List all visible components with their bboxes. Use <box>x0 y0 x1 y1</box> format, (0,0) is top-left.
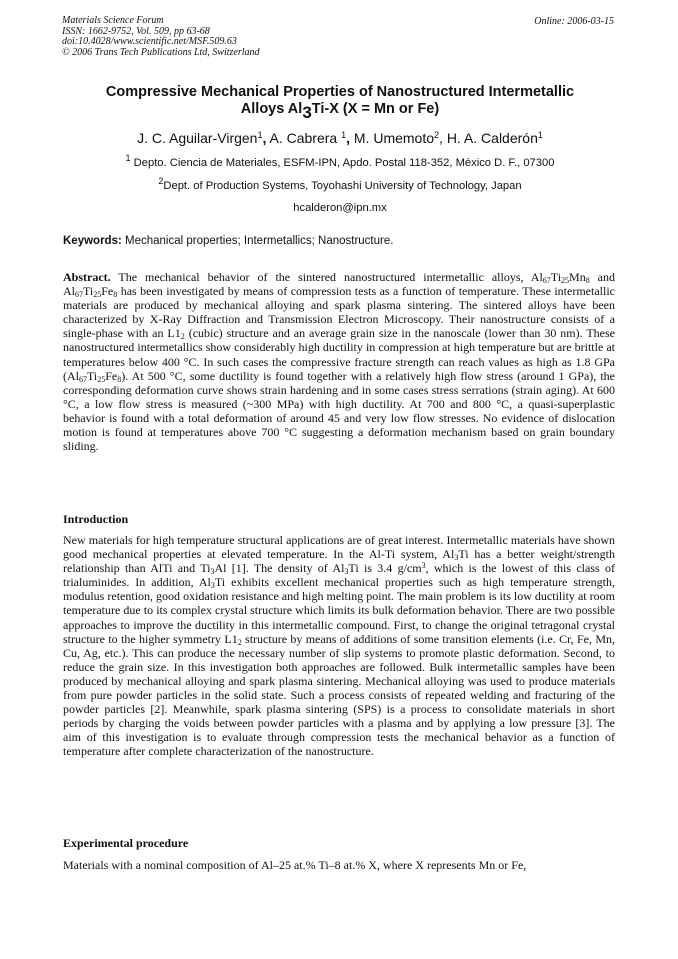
author-name: M. Umemoto <box>353 130 435 146</box>
introduction-body: New materials for high temperature structural applications are of great interest. Intermetallic materials have shown good mechanical properties at elevated temperature. In the Al-Ti system, $Al_3Ti$ has a better weight/strength relationship than AlTi and $Ti_3Al$ [1]. The density of $Al_3Ti$ is 3.4 $g/cm^3$, which is the lowest of this class of trialuminides. In addition, $Al_3Ti$ exhibits excellent mechanical properties such as high temperature strength, modulus retention, good oxidation resistance and high melting point. The main problem is its low ductility at room temperature due to its complex crystal structure which limits its bulk deformation behavior. There are two possible approaches to improve the ductility in this intermetallic compound. First, to change the original tetragonal crystal structure to the higher symmetry $L1_2$ structure by means of additions of some transition elements (i.e. Cr, Fe, Mn, Cu, Ag, etc.). This can produce the necessary number of slip systems to promote plastic deformation. Second, to reduce the grain size. In this investigation both approaches are followed. Bulk intermetallic samples have been produced by mechanical alloying and spark plasma sintering. Mechanical alloying was used to produce materials from pure powder particles in the solid state. Such a process consists of repeated welding and fracturing of the powder particles [2]. Meanwhile, spark plasma sintering (SPS) is a process to consolidate materials in short periods by charging the voids between powder particles with a plasma and by applying a low pressure [3]. The aim of this investigation is to evaluate through compression tests the mechanical behavior as a function of temperature after complete characterization of the nanostructure. <box>63 533 615 759</box>
experimental-body: Materials with a nominal composition of Al–25 at.% Ti–8 at.% X, where X represents Mn or Fe, <box>63 858 527 872</box>
affiliation-1: $^1$ Depto. Ciencia de Materiales, ESFM-IPN, Apdo. Postal 118-352, México D. F., 07300 <box>125 153 555 169</box>
copyright: © 2006 Trans Tech Publications Ltd, Switzerland <box>62 46 260 58</box>
author-name: H. A. Calderón <box>446 130 538 146</box>
abstract: Abstract. The mechanical behavior of the sintered nanostructured intermetallic alloys, $Al_{67}Ti_{25}Mn_8$ and $Al_{67}Ti_{25}Fe_8$ has been investigated by means of compression tests as a function of temperature. These intermetallic materials are produced by mechanical alloying and spark plasma sintering. The sintered alloys have been characterized by X-Ray Diffraction and Transmission Electron Microscopy. Their nanostructure consists of a single-phase with an $L1_2$ (cubic) structure and an average grain size in the nanoscale (lower than 30 nm). These nanostructured intermetallics show considerably high ductility in compression at high temperature but are brittle at temperatures below 400 °C. In such cases the compressive fracture strength can reach values as high as 1.8 GPa $(Al_{67}Ti_{25}Fe_8)$. At 500 °C, some ductility is found together with a relatively high flow stress (around 1 GPa), the corresponding deformation curve shows strain hardening and in some cases stress serrations (strain aging). At 600 °C, a low flow stress is measured (~300 MPa) with high ductility. At 700 and 800 °C, a quasi-superplastic behavior is found with a total deformation of around 45 and very low flow stresses. No evidence of dislocation motion is found at temperatures above 700 °C suggesting a deformation mechanism based on grain boundary sliding. <box>63 270 615 454</box>
affiliation-2: $^2$Dept. of Production Systems, Toyohashi University of Technology, Japan <box>158 176 522 192</box>
title-line-1: Compressive Mechanical Properties of Nanostructured Intermetallic <box>105 84 575 100</box>
keywords-label: Keywords: <box>63 235 122 247</box>
contact-email[interactable]: hcalderon@ipn.mx <box>293 202 387 214</box>
journal-name: Materials Science Forum <box>62 15 164 26</box>
abstract-label: Abstract. <box>63 270 111 284</box>
introduction-heading: Introduction <box>63 512 129 526</box>
issn: ISSN: 1662-9752, Vol. 509, pp 63-68 <box>62 25 210 37</box>
author-name: A. Cabrera <box>269 130 342 146</box>
online-date: Online: 2006-03-15 <box>534 16 614 27</box>
author-list: J. C. Aguilar-Virgen$^1$, A. Cabrera $^1$, M. Umemoto$^2$, H. A. Calderón$^1$ <box>137 130 543 146</box>
title-line-2: Alloys $Al_3Ti-X$ (X = Mn or Fe) <box>240 101 440 122</box>
keywords: Keywords: Mechanical properties; Intermetallics; Nanostructure. <box>63 235 394 247</box>
running-header <box>62 16 260 58</box>
author-name: J. C. Aguilar-Virgen <box>137 130 258 146</box>
doi: doi:10.4028/www.scientific.net/MSF.509.63 <box>62 36 237 47</box>
experimental-heading: Experimental procedure <box>63 836 189 850</box>
paper-title <box>60 84 620 122</box>
